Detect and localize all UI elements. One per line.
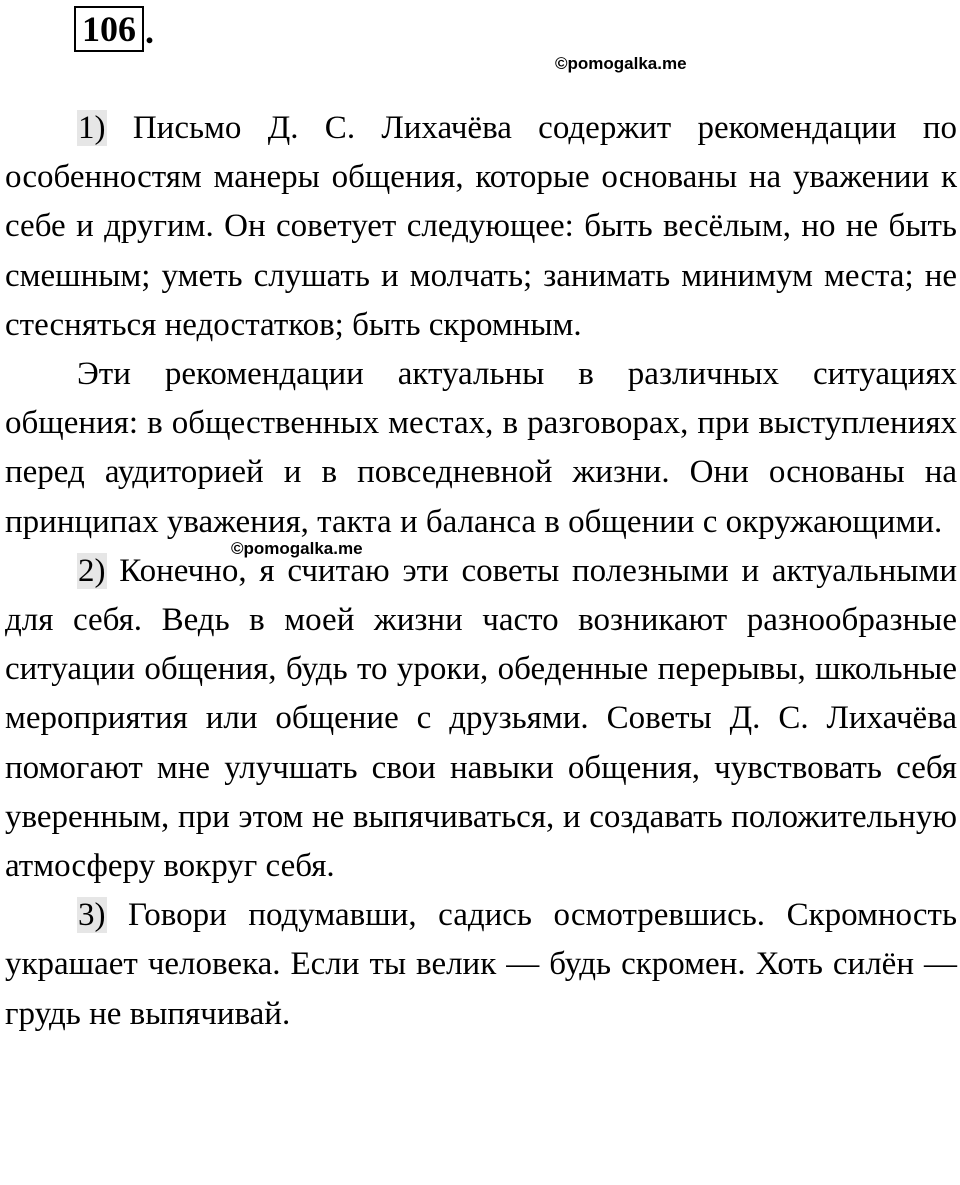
task-number-dot: . <box>145 11 154 51</box>
paragraph-4 <box>5 891 957 1039</box>
answer-marker-3: 3) <box>78 897 106 934</box>
watermark-top: ©pomogalka.me <box>555 54 687 73</box>
paragraph-3 <box>5 547 957 891</box>
paragraph-2 <box>5 350 957 547</box>
task-number-box: 106 <box>74 6 144 52</box>
paragraph-3-text: Конечно, я считаю эти советы полезными и актуальными для себя. Ведь в моей жизни часто возникают разнообразные ситуации общения, будь то уроки, обеденные перерывы, школьные мероприятия или общение с друзьями. Советы Д. С. Лихачёва помогают мне улучшать свои навыки общения, чувствовать себя уверенным, при этом не выпячиваться, и создавать положительную атмосферу вокруг себя. <box>5 552 957 885</box>
answer-marker-1: 1) <box>78 110 106 146</box>
paragraph-2-text: Эти рекомендации актуальны в различных ситуациях общения: в общественных местах, в разговорах, при выступлениях перед аудиторией и в повседневной жизни. Они основаны на принципах уважения, такта и баланса в общении с окружающими. <box>5 356 957 540</box>
paragraph-1-text: Письмо Д. С. Лихачёва содержит рекомендации по особенностям манеры общения, которые основаны на уважении к себе и другим. Он советует следующее: быть весёлым, но не быть смешным; уметь слушать и молчать; занимать минимум места; не стесняться недостатков; быть скромным. <box>5 110 957 343</box>
answer-text <box>5 104 957 1039</box>
paragraph-4-text: Говори подумавши, садись осмотревшись. Скромность украшает человека. Если ты велик — будь скромен. Хоть силён — грудь не выпячивай. <box>5 897 957 1032</box>
task-number <box>74 6 154 52</box>
paragraph-1 <box>5 104 957 350</box>
watermark-middle: ©pomogalka.me <box>231 539 363 558</box>
answer-marker-2: 2) <box>78 552 106 589</box>
